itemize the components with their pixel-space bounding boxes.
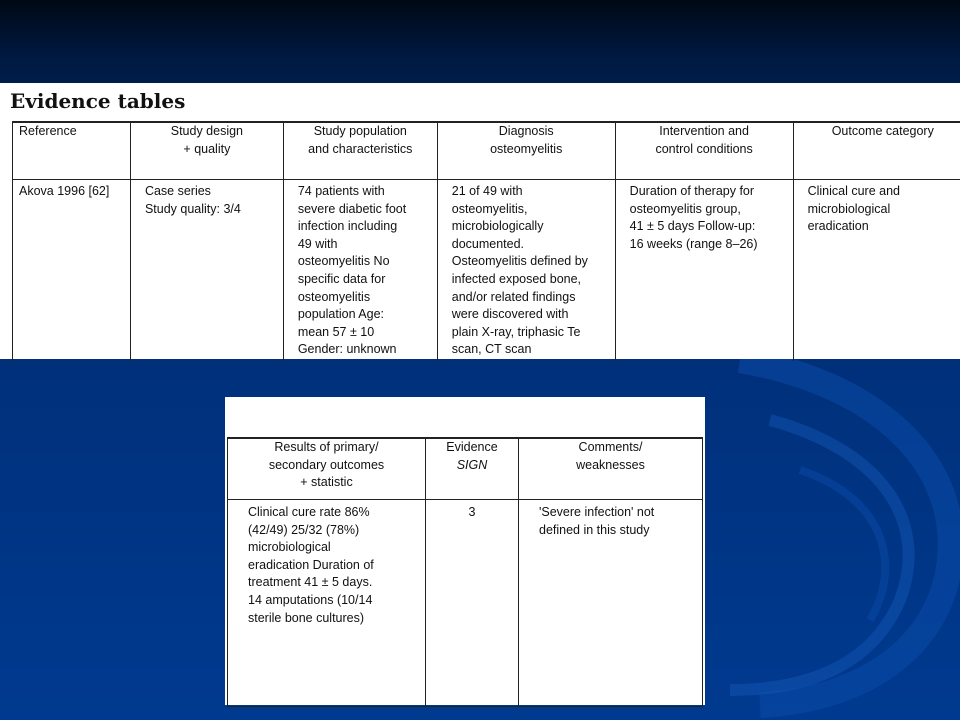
header-label: SIGN bbox=[456, 457, 488, 472]
header-label: control conditions bbox=[655, 141, 753, 156]
header-label: Study population bbox=[313, 124, 407, 138]
table-row bbox=[13, 180, 960, 362]
cell-line: sterile bone cultures) bbox=[248, 610, 365, 625]
cell-line: osteomyelitis No bbox=[297, 254, 390, 269]
evidence-table bbox=[12, 121, 960, 361]
cell-reference bbox=[13, 180, 131, 362]
header-diagnosis bbox=[437, 122, 615, 180]
results-table-panel bbox=[225, 397, 705, 705]
cell-line: Duration of therapy for bbox=[629, 184, 755, 198]
header-label: Intervention and bbox=[659, 124, 749, 138]
cell-population bbox=[283, 180, 437, 362]
header-population bbox=[283, 122, 437, 180]
header-label: osteomyelitis bbox=[490, 141, 563, 156]
cell-line: 74 patients with bbox=[297, 184, 385, 198]
cell-line: defined in this study bbox=[539, 522, 650, 537]
cell-line: 14 amputations (10/14 bbox=[248, 592, 373, 607]
header-label: Diagnosis bbox=[498, 124, 554, 138]
header-label: and characteristics bbox=[308, 141, 413, 156]
cell-outcome bbox=[793, 180, 960, 362]
header-results bbox=[228, 438, 426, 500]
cell-evidence bbox=[426, 500, 519, 707]
cell-line: eradication Duration of bbox=[248, 557, 374, 572]
results-table bbox=[227, 437, 703, 707]
cell-intervention bbox=[615, 180, 793, 362]
cell-line: osteomyelitis, bbox=[451, 201, 528, 216]
cell-line: (42/49) 25/32 (78%) bbox=[248, 522, 360, 537]
header-comments bbox=[519, 438, 703, 500]
cell-line: 21 of 49 with bbox=[451, 184, 523, 198]
cell-line: Case series bbox=[144, 184, 211, 198]
cell-line: mean 57 ± 10 bbox=[297, 324, 375, 339]
cell-study-design bbox=[130, 180, 283, 362]
header-intervention bbox=[615, 122, 793, 180]
page-title: Evidence tables bbox=[10, 89, 186, 113]
header-label: Study design bbox=[170, 124, 244, 138]
cell-line: plain X-ray, triphasic Te bbox=[451, 324, 581, 339]
cell-line: Gender: unknown bbox=[297, 342, 397, 357]
cell-line: 41 ± 5 days Follow-up: bbox=[629, 219, 756, 234]
header-label: Evidence bbox=[446, 440, 498, 454]
header-label: + quality bbox=[183, 141, 231, 156]
header-study-design bbox=[130, 122, 283, 180]
cell-line: infected exposed bone, bbox=[451, 271, 582, 286]
evidence-table-panel bbox=[0, 83, 960, 359]
table-header-row bbox=[228, 438, 703, 500]
header-label: secondary outcomes bbox=[268, 457, 385, 472]
cell-line: treatment 41 ± 5 days. bbox=[248, 575, 373, 590]
cell-line: eradication bbox=[807, 219, 869, 234]
cell-line: 49 with bbox=[297, 236, 338, 251]
cell-line: population Age: bbox=[297, 307, 385, 322]
cell-line: microbiological bbox=[248, 540, 331, 555]
header-evidence bbox=[426, 438, 519, 500]
cell-results bbox=[228, 500, 426, 707]
cell-line: microbiological bbox=[807, 201, 891, 216]
cell-line: 'Severe infection' not bbox=[539, 505, 655, 519]
cell-line: Osteomyelitis defined by bbox=[451, 254, 588, 269]
cell-line: infection including bbox=[297, 219, 398, 234]
cell-line: 16 weeks (range 8–26) bbox=[629, 236, 758, 251]
table-header-row bbox=[13, 122, 960, 180]
cell-line: were discovered with bbox=[451, 307, 569, 322]
cell-line: and/or related findings bbox=[451, 289, 576, 304]
cell-line: Clinical cure and bbox=[807, 184, 900, 198]
header-label: weaknesses bbox=[576, 457, 645, 472]
cell-line: scan, CT scan bbox=[451, 342, 532, 357]
header-reference bbox=[13, 122, 131, 180]
cell-line: documented. bbox=[451, 236, 525, 251]
cell-line: Study quality: 3/4 bbox=[144, 201, 241, 216]
cell-line: microbiologically bbox=[451, 219, 544, 234]
cell-line: osteomyelitis bbox=[297, 289, 371, 304]
table-row bbox=[228, 500, 703, 707]
cell-text: Akova 1996 [62] bbox=[19, 184, 110, 198]
header-label: Outcome category bbox=[831, 124, 934, 138]
cell-text: 3 bbox=[468, 505, 476, 519]
header-outcome bbox=[793, 122, 960, 180]
cell-line: severe diabetic foot bbox=[297, 201, 407, 216]
cell-diagnosis bbox=[437, 180, 615, 362]
cell-line: specific data for bbox=[297, 271, 386, 286]
cell-comments bbox=[519, 500, 703, 707]
header-label: + statistic bbox=[300, 475, 353, 490]
header-label: Reference bbox=[19, 124, 77, 138]
cell-line: osteomyelitis group, bbox=[629, 201, 741, 216]
cell-line: Clinical cure rate 86% bbox=[248, 505, 370, 519]
header-label: Results of primary/ bbox=[274, 440, 379, 454]
header-label: Comments/ bbox=[578, 440, 643, 454]
